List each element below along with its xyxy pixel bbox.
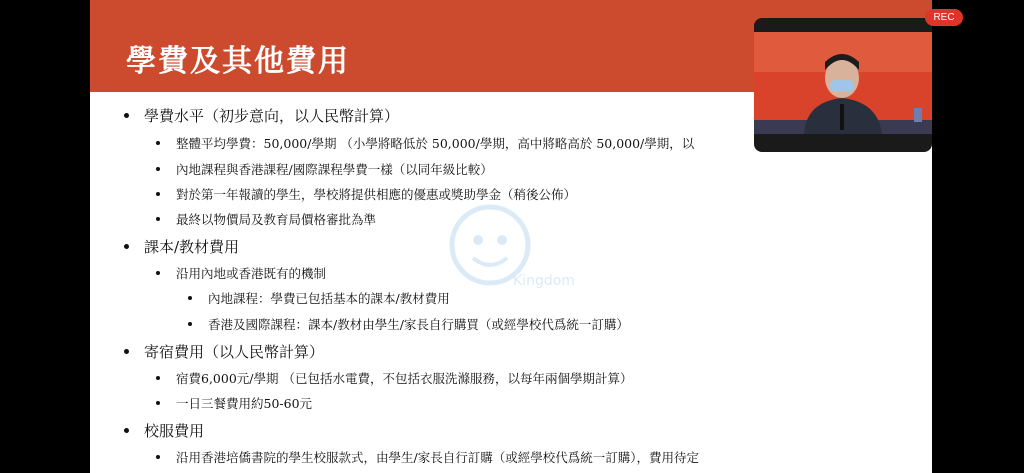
list-subitem: 內地課程：學費已包括基本的課本/教材費用 <box>208 291 450 306</box>
speaker-person-icon <box>754 32 932 134</box>
bullet-icon <box>124 113 129 118</box>
bullet-icon <box>156 271 160 275</box>
bullet-icon <box>156 376 160 380</box>
list-subitem: 香港及國際課程：課本/教材由學生/家長自行購買（或經學校代爲統一訂購） <box>208 317 629 332</box>
bullet-icon <box>124 244 129 249</box>
bullet-icon <box>188 296 192 300</box>
bullet-icon <box>156 141 160 145</box>
slide-title: 學費及其他費用 <box>126 44 350 79</box>
list-item: 整體平均學費：50,000/學期 （小學將略低於 50,000/學期，高中將略高於 50,000/學期，以 <box>176 136 695 151</box>
list-item: 最終以物價局及教育局價格審批為準 <box>176 212 377 227</box>
watermark-text: Kingdom <box>513 273 575 289</box>
bullet-icon <box>156 217 160 221</box>
list-item: 對於第一年報讀的學生，學校將提供相應的優惠或獎助學金（稍後公佈） <box>176 187 577 202</box>
list-item: 沿用內地或香港既有的機制 <box>176 266 327 281</box>
section-heading: 課本/教材費用 <box>144 238 240 256</box>
rec-badge: REC <box>925 9 963 26</box>
video-frame <box>754 32 932 134</box>
speaker-video[interactable] <box>754 18 932 152</box>
section-heading: 學費水平（初步意向，以人民幣計算） <box>144 107 400 125</box>
bullet-icon <box>124 349 129 354</box>
list-item: 內地課程與香港課程/國際課程學費一樣（以同年級比較） <box>176 162 493 177</box>
watermark-logo <box>445 190 575 310</box>
bullet-icon <box>124 428 129 433</box>
bullet-icon <box>156 192 160 196</box>
section-heading: 寄宿費用（以人民幣計算） <box>144 343 325 361</box>
list-item: 一日三餐費用約50-60元 <box>176 396 313 411</box>
bullet-icon <box>156 167 160 171</box>
section-heading: 校服費用 <box>144 422 205 440</box>
list-item: 沿用香港培僑書院的學生校服款式，由學生/家長自行訂購（或經學校代爲統一訂購），費用待定 <box>176 450 699 465</box>
list-item: 宿費6,000元/學期 （已包括水電費，不包括衣服洗滌服務，以每年兩個學期計算） <box>176 371 633 386</box>
bullet-icon <box>156 401 160 405</box>
bullet-icon <box>156 455 160 459</box>
bullet-icon <box>188 322 192 326</box>
